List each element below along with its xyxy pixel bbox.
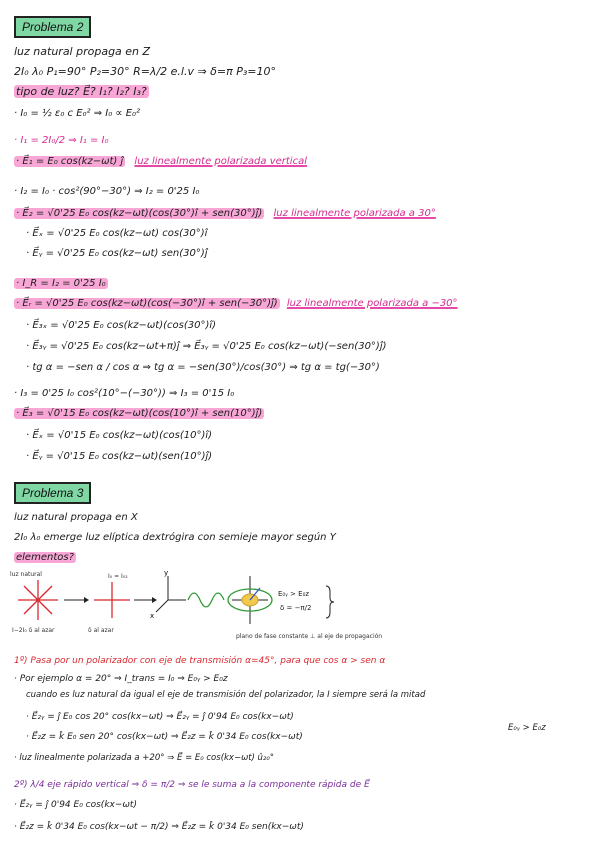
p3-ey-gt-ez: E₀ᵧ > E₀z bbox=[508, 723, 546, 733]
axes-icon bbox=[156, 576, 186, 612]
diag-eq-2: δ = −π/2 bbox=[280, 604, 312, 612]
p2-line-5b: luz linealmente polarizada a 30° bbox=[273, 208, 436, 219]
p2-line-5a: · E⃗₂ = √0'25 E₀ cos(kz−ωt)(cos(30°)î + sen(30°)ĵ) bbox=[16, 208, 263, 219]
p2-line-8: · I_R = I₂ = 0'25 I₀ bbox=[16, 278, 106, 289]
p2-line-2: · I₁ = 2I₀/2 ⇒ I₁ = I₀ bbox=[14, 135, 109, 146]
p2-question: tipo de luz? E⃗? I₁? I₂? I₃? bbox=[16, 85, 147, 98]
p3-step-2-ey: · E⃗₂ᵧ = ĵ 0'94 E₀ cos(kx−ωt) bbox=[14, 800, 137, 810]
p3-e2z: · E⃗₂z = k̂ E₀ sen 20° cos(kx−ωt) ⇒ E⃗₂z = k̂ 0'34 E₀ cos(kx−ωt) bbox=[26, 732, 303, 742]
p2-data-line: 2I₀ λ₀ P₁=90° P₂=30° R=λ/2 e.l.v ⇒ δ=π P₃=10° bbox=[14, 65, 277, 78]
arrow-1-head bbox=[84, 597, 89, 603]
p3-step-1: 1º) Pasa por un polarizador con eje de transmisión α=45°, para que cos α > sen α bbox=[14, 656, 386, 666]
p2-line-10: · E⃗₃ₓ = √0'25 E₀ cos(kz−ωt)(cos(30°)î) bbox=[26, 320, 217, 331]
diag-label-natural: luz natural bbox=[10, 571, 42, 578]
p2-line-11: · E⃗₃ᵧ = √0'25 E₀ cos(kz−ωt+π)ĵ ⇒ E⃗₃ᵧ = √0'25 E₀ cos(kz−ωt)(−sen(30°)ĵ) bbox=[26, 341, 387, 352]
p2-line-9a: · E⃗ᵣ = √0'25 E₀ cos(kz−ωt)(cos(−30°)î + sen(−30°)ĵ) bbox=[16, 298, 278, 309]
p3-intro: luz natural propaga en X bbox=[14, 512, 138, 523]
p2-line-13: · I₃ = 0'25 I₀ cos²(10°−(−30°)) ⇒ I₃ = 0'15 I₀ bbox=[14, 388, 235, 399]
p2-line-6: · E⃗ₓ = √0'25 E₀ cos(kz−ωt) cos(30°)î bbox=[26, 228, 208, 239]
diag-label-i0: I₀ = I₀₂ bbox=[108, 573, 128, 580]
problem-3-title: Problema 3 bbox=[14, 482, 91, 504]
axis-y-label: y bbox=[164, 569, 169, 577]
p3-data-line: 2I₀ λ₀ emerge luz elíptica dextrógira con semieje mayor según Y bbox=[14, 532, 336, 543]
p2-line-15: · E⃗ₓ = √0'15 E₀ cos(kz−ωt)(cos(10°)î) bbox=[26, 430, 213, 441]
wave-icon bbox=[188, 593, 224, 607]
p2-line-14: · E⃗₃ = √0'15 E₀ cos(kz−ωt)(cos(10°)î + sen(10°)ĵ) bbox=[16, 408, 263, 419]
p3-linear-20: · luz linealmente polarizada a +20° ⇒ E⃗ = E₀ cos(kx−ωt) û₂₀° bbox=[14, 753, 275, 763]
p2-line-16: · E⃗ᵧ = √0'15 E₀ cos(kz−ωt)(sen(10°)ĵ) bbox=[26, 451, 213, 462]
p2-line-3b: luz linealmente polarizada vertical bbox=[134, 156, 307, 167]
axis-x-label: x bbox=[150, 612, 155, 620]
p3-note: cuando es luz natural da igual el eje de transmisión del polarizador, la I siempre será la mitad bbox=[26, 690, 426, 700]
diag-eq-1: E₀ᵧ > E₀z bbox=[278, 590, 310, 598]
ellipse-icon bbox=[228, 576, 272, 624]
p3-e2y: · E⃗₂ᵧ = ĵ E₀ cos 20° cos(kx−ωt) ⇒ E⃗₂ᵧ = ĵ 0'94 E₀ cos(kx−ωt) bbox=[26, 712, 294, 722]
p2-line-9b: luz linealmente polarizada a −30° bbox=[286, 298, 458, 309]
p2-line-12: · tg α = −sen α / cos α ⇒ tg α = −sen(30°)/cos(30°) ⇒ tg α = tg(−30°) bbox=[26, 362, 380, 373]
p2-line-7: · E⃗ᵧ = √0'25 E₀ cos(kz−ωt) sen(30°)ĵ bbox=[26, 248, 208, 259]
diag-label-delta-azar: δ al azar bbox=[88, 627, 114, 634]
p3-step-2-ez: · E⃗₂z = k̂ 0'34 E₀ cos(kx−ωt − π/2) ⇒ E⃗₂z = k̂ 0'34 E₀ sen(kx−ωt) bbox=[14, 822, 304, 832]
natural-light-icon bbox=[18, 580, 58, 620]
p2-line-3a: · E⃗₁ = E₀ cos(kz−ωt) ĵ bbox=[16, 156, 124, 167]
components-icon bbox=[94, 582, 130, 618]
p2-intro: luz natural propaga en Z bbox=[14, 45, 151, 58]
p2-line-4: · I₂ = I₀ · cos²(90°−30°) ⇒ I₂ = 0'25 I₀ bbox=[14, 186, 200, 197]
polarization-diagram bbox=[8, 566, 383, 652]
p3-step-1-example: · Por ejemplo α = 20° ⇒ I_trans = I₀ ⇒ E₀ᵧ > E₀z bbox=[14, 674, 228, 684]
diag-label-plano: plano de fase constante ⊥ al eje de propagación bbox=[236, 633, 383, 640]
problem-2-title: Problema 2 bbox=[14, 16, 91, 38]
p3-step-2: 2º) λ/4 eje rápido vertical ⇒ δ = π/2 ⇒ se le suma a la componente rápida de E⃗ bbox=[14, 780, 370, 790]
p2-line-1: · I₀ = ½ ε₀ c E₀² ⇒ I₀ ∝ E₀² bbox=[14, 108, 141, 119]
diag-label-i2i0: I−2I₀ δ al azar bbox=[12, 627, 55, 634]
p3-question: elementos? bbox=[16, 552, 74, 563]
